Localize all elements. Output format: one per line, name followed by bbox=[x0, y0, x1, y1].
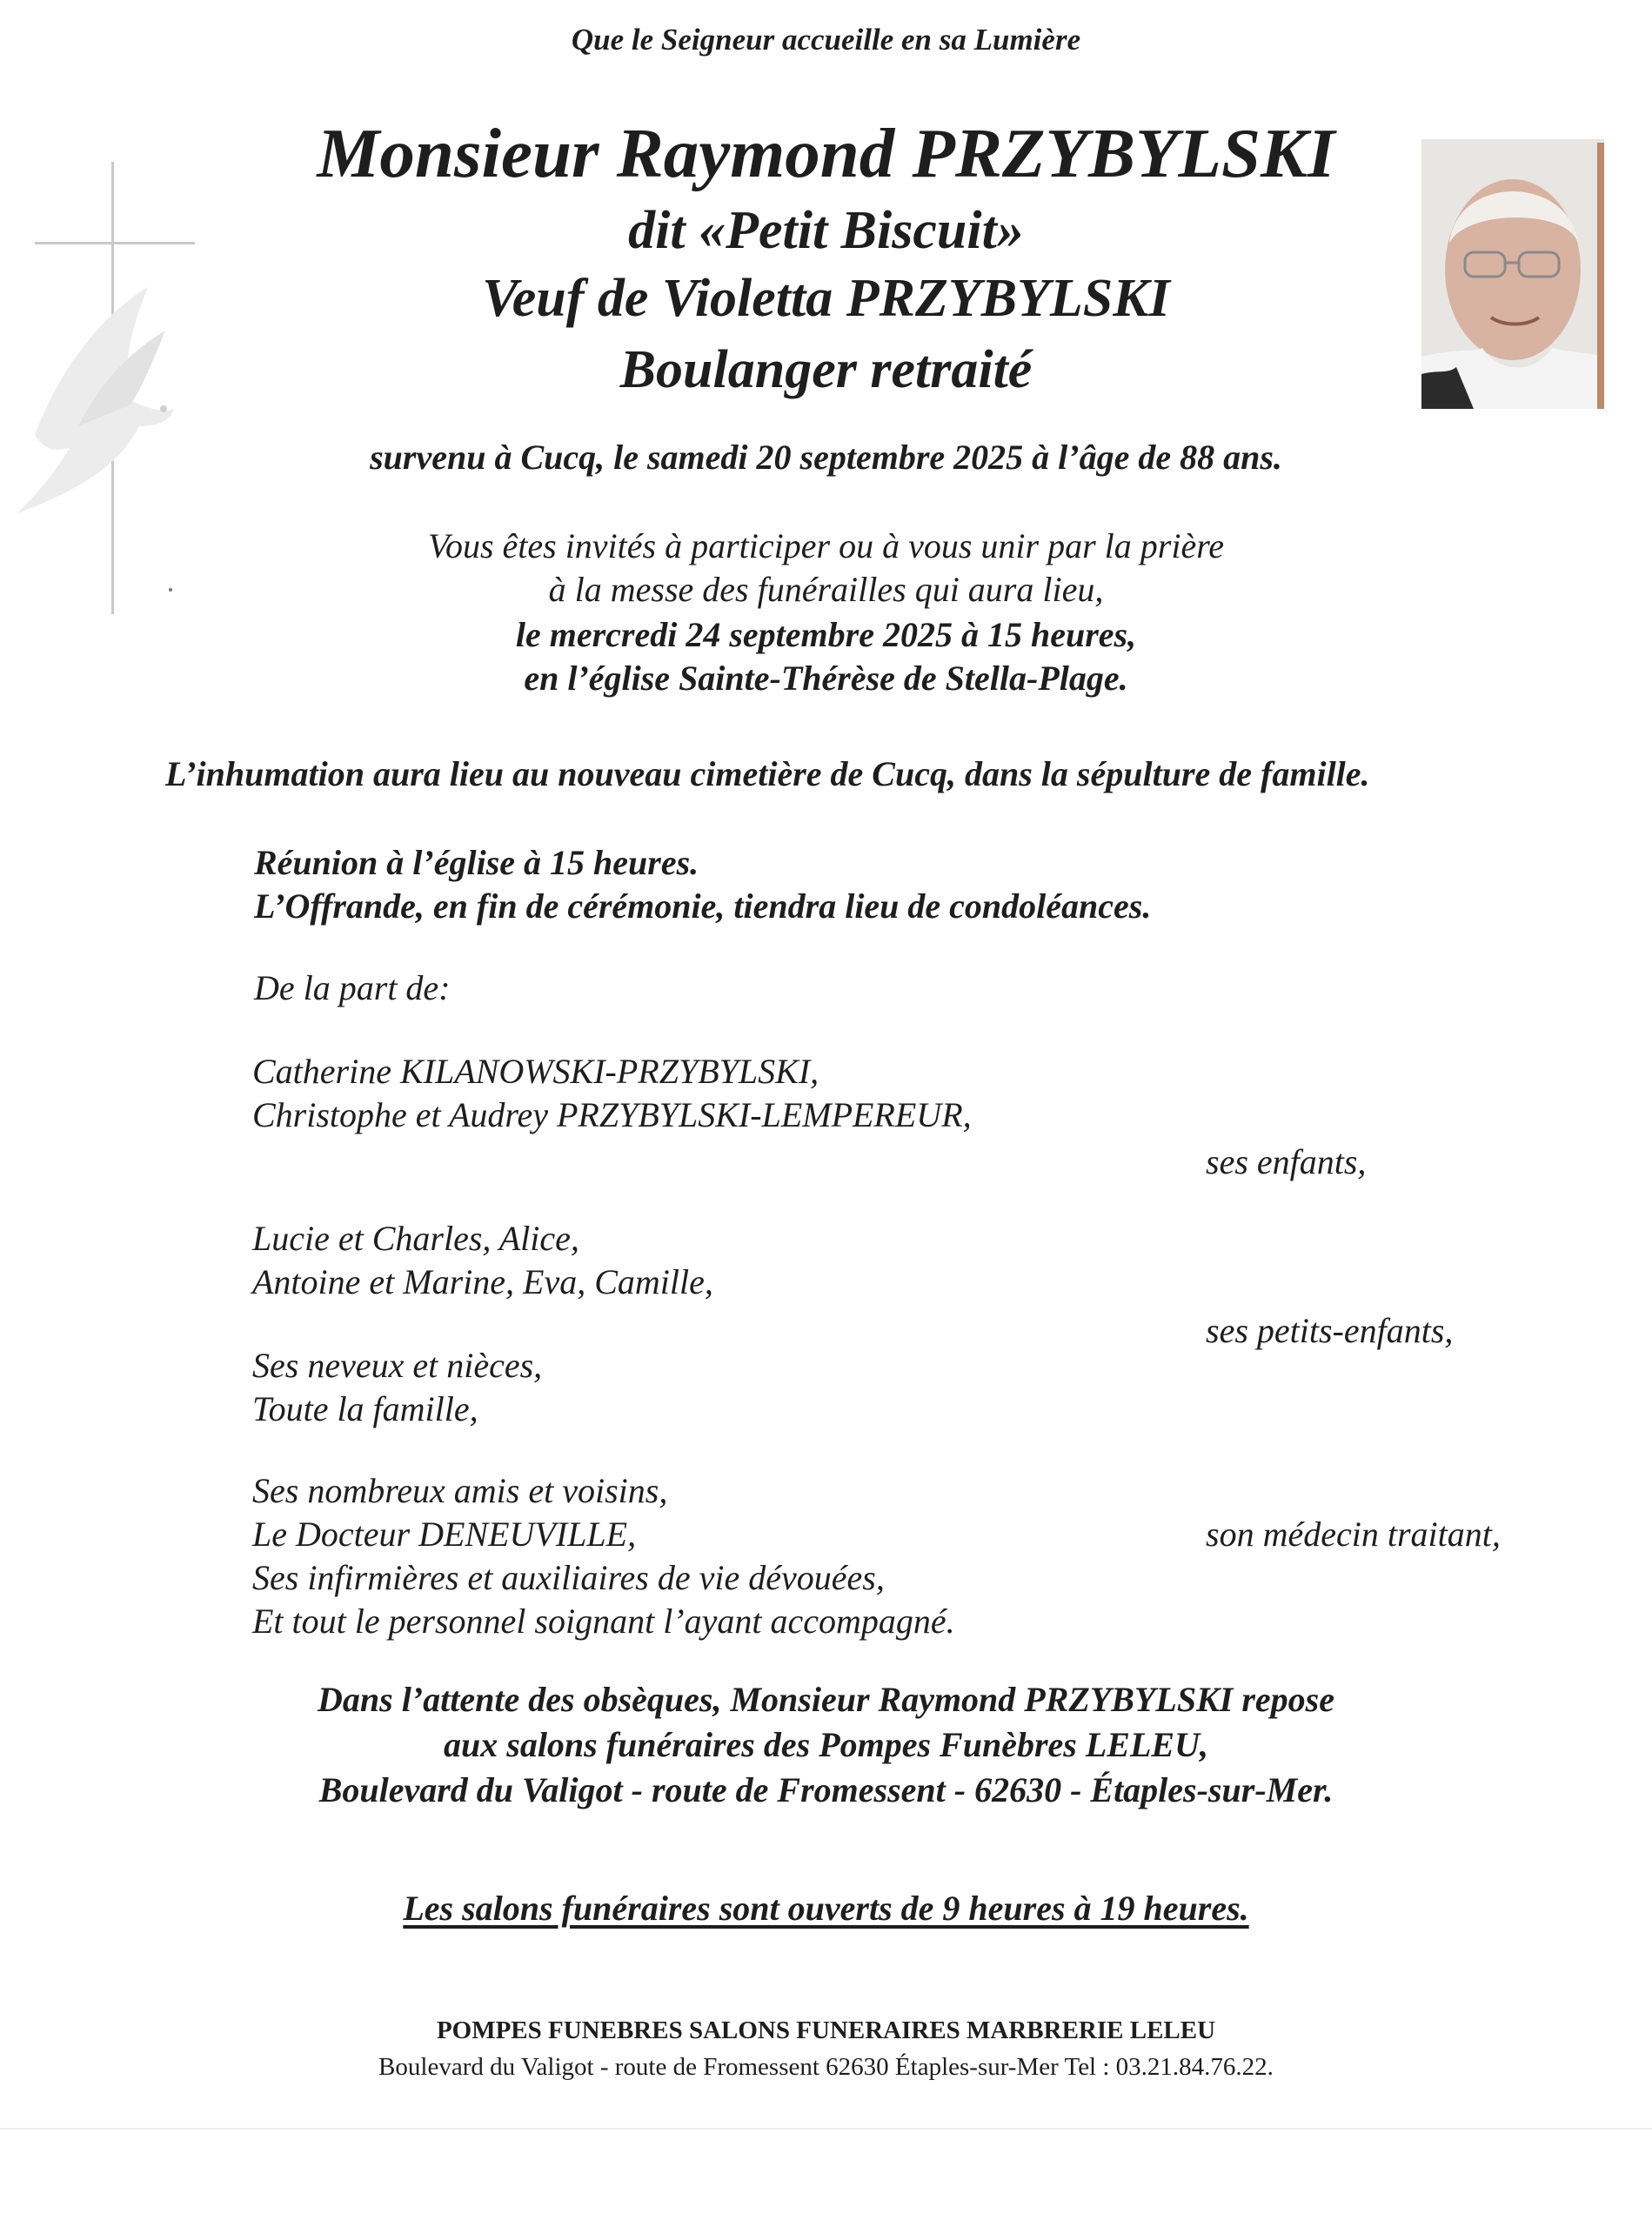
relation-label: ses enfants, bbox=[1206, 1142, 1367, 1181]
family-line: Toute la famille, bbox=[252, 1389, 478, 1428]
opening-hours: Les salons funéraires sont ouverts de 9 heures à 19 heures. bbox=[403, 1889, 1249, 1928]
family-line: Et tout le personnel soignant l’ayant accompagné. bbox=[252, 1602, 955, 1641]
relation-label: son médecin traitant, bbox=[1206, 1515, 1501, 1554]
invitation-date: le mercredi 24 septembre 2025 à 15 heures, bbox=[515, 615, 1137, 654]
burial-notice: L’inhumation aura lieu au nouveau cimetière de Cucq, dans la sépulture de famille. bbox=[165, 754, 1370, 793]
family-line: Lucie et Charles, Alice, bbox=[252, 1219, 579, 1258]
deceased-name: Monsieur Raymond PRZYBYLSKI bbox=[317, 114, 1335, 192]
wake-line-2: aux salons funéraires des Pompes Funèbres LELEU, bbox=[444, 1725, 1208, 1764]
from-label: De la part de: bbox=[254, 968, 451, 1007]
family-line: Catherine KILANOWSKI-PRZYBYLSKI, bbox=[252, 1052, 819, 1091]
widower-of: Veuf de Violetta PRZYBYLSKI bbox=[482, 269, 1170, 328]
footer-company: POMPES FUNEBRES SALONS FUNERAIRES MARBRERIE LELEU bbox=[436, 2016, 1216, 2044]
family-line: Le Docteur DENEUVILLE, bbox=[252, 1515, 637, 1554]
family-line: Ses infirmières et auxiliaires de vie dévouées, bbox=[252, 1558, 885, 1597]
footer-address: Boulevard du Valigot - route de Fromessent 62630 Étaples-sur-Mer Tel : 03.21.84.76.22. bbox=[378, 2053, 1274, 2081]
invitation-church: en l’église Sainte-Thérèse de Stella-Plage. bbox=[524, 659, 1128, 698]
relation-label: ses petits-enfants, bbox=[1206, 1311, 1454, 1350]
meeting-line-2: L’Offrande, en fin de cérémonie, tiendra lieu de condoléances. bbox=[254, 886, 1152, 926]
family-line: Ses neveux et nièces, bbox=[252, 1346, 543, 1385]
epigraph: Que le Seigneur accueille en sa Lumière bbox=[571, 23, 1081, 57]
family-line: Christophe et Audrey PRZYBYLSKI-LEMPEREUR, bbox=[252, 1095, 972, 1134]
wake-line-1: Dans l’attente des obsèques, Monsieur Raymond PRZYBYLSKI repose bbox=[318, 1680, 1334, 1719]
death-notice: survenu à Cucq, le samedi 20 septembre 2025 à l’âge de 88 ans. bbox=[370, 438, 1282, 477]
occupation: Boulanger retraité bbox=[619, 340, 1033, 399]
invitation-line-1: Vous êtes invités à participer ou à vous unir par la prière bbox=[427, 526, 1225, 565]
invitation-line-2: à la messe des funérailles qui aura lieu, bbox=[548, 570, 1104, 609]
meeting-line-1: Réunion à l’église à 15 heures. bbox=[254, 843, 699, 882]
wake-line-3: Boulevard du Valigot - route de Fromessent - 62630 - Étaples-sur-Mer. bbox=[318, 1770, 1334, 1809]
nickname: dit «Petit Biscuit» bbox=[628, 201, 1024, 260]
family-line: Ses nombreux amis et voisins, bbox=[252, 1471, 668, 1510]
footer-divider bbox=[0, 2128, 1652, 2130]
family-line: Antoine et Marine, Eva, Camille, bbox=[252, 1262, 713, 1301]
